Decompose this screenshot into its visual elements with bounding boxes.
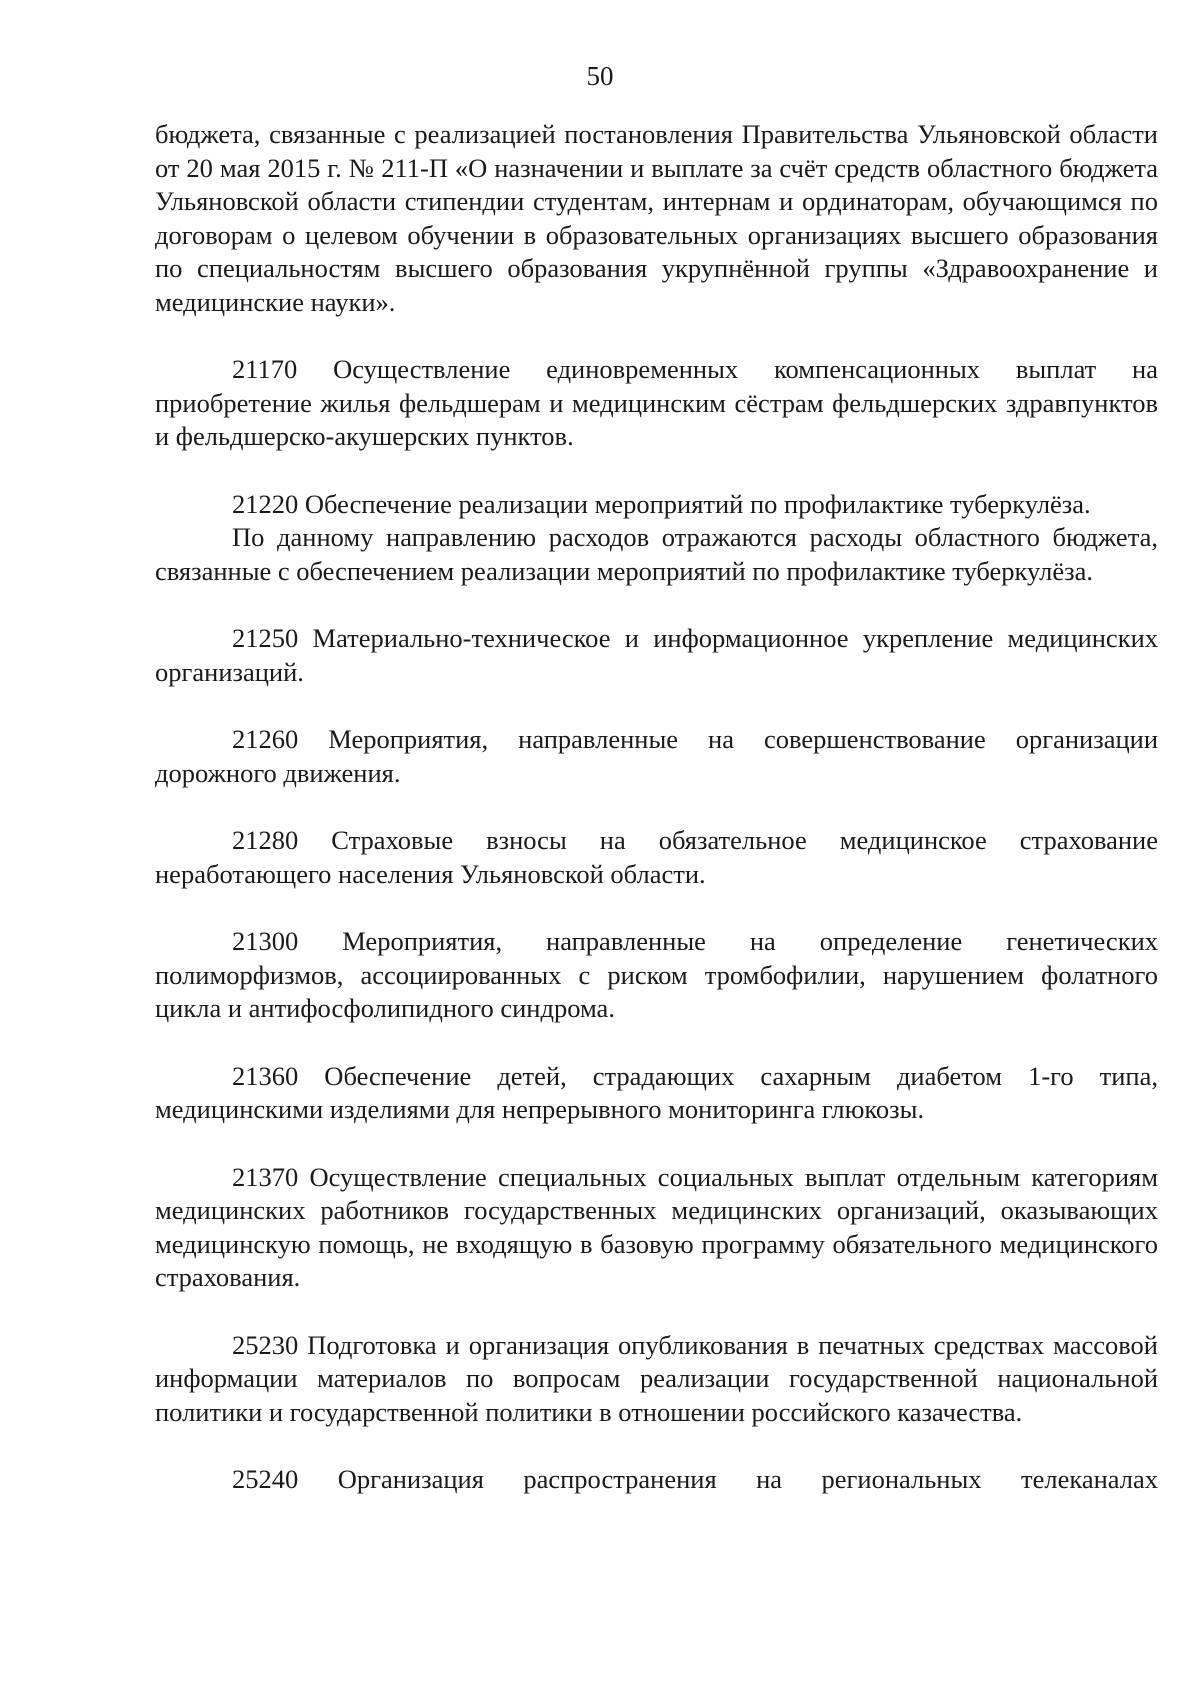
document-body (155, 118, 1158, 1497)
paragraph-21170: 21170 Осуществление единовременных компенсационных выплат на приобретение жилья фельдшерам и медицинским сёстрам фельдшерских здравпунктов и фельдшерско-акушерских пунктов. (155, 354, 1158, 451)
paragraph-budget-scholarship: бюджета, связанные с реализацией постановления Правительства Ульяновской области от 20 мая 2015 г. № 211-П «О назначении и выплате за счёт средств областного бюджета Ульяновской области стипендии студентам, интернам и ординаторам, обучающимся по договорам о целевом обучении в образовательных организациях высшего образования по специальностям высшего образования укрупнённой группы «Здравоохранение и медицинские науки». (155, 119, 1158, 317)
paragraph-25240: 25240 Организация распространения на региональных телеканалах (232, 1464, 1158, 1494)
paragraph-21250: 21250 Материально-техническое и информационное укрепление медицинских организаций. (155, 623, 1158, 687)
paragraph-21220: 21220 Обеспечение реализации мероприятий по профилактике туберкулёза. (232, 488, 1091, 519)
paragraph-21260: 21260 Мероприятия, направленные на совершенствование организации дорожного движения. (155, 724, 1158, 788)
paragraph-21280: 21280 Страховые взносы на обязательное медицинское страхование неработающего населения Ульяновской области. (155, 825, 1158, 889)
paragraph-21220-description: По данному направлению расходов отражаются расходы областного бюджета, связанные с обеспечением реализации мероприятий по профилактике туберкулёза. (155, 522, 1158, 586)
page-number: 50 (586, 61, 614, 91)
paragraph-21300: 21300 Мероприятия, направленные на определение генетических полиморфизмов, ассоциированных с риском тромбофилии, нарушением фолатного цикла и антифосфолипидного синдрома. (155, 926, 1158, 1023)
paragraph-21370: 21370 Осуществление специальных социальных выплат отдельным категориям медицинских работников государственных медицинских организаций, оказывающих медицинскую помощь, не входящую в базовую программу обязательного медицинского страхования. (155, 1161, 1158, 1292)
paragraph-21360: 21360 Обеспечение детей, страдающих сахарным диабетом 1-го типа, медицинскими изделиями для непрерывного мониторинга глюкозы. (155, 1060, 1158, 1124)
paragraph-25230: 25230 Подготовка и организация опубликования в печатных средствах массовой информации материалов по вопросам реализации государственной национальной политики и государственной политики в отношении российского казачества. (155, 1329, 1158, 1427)
